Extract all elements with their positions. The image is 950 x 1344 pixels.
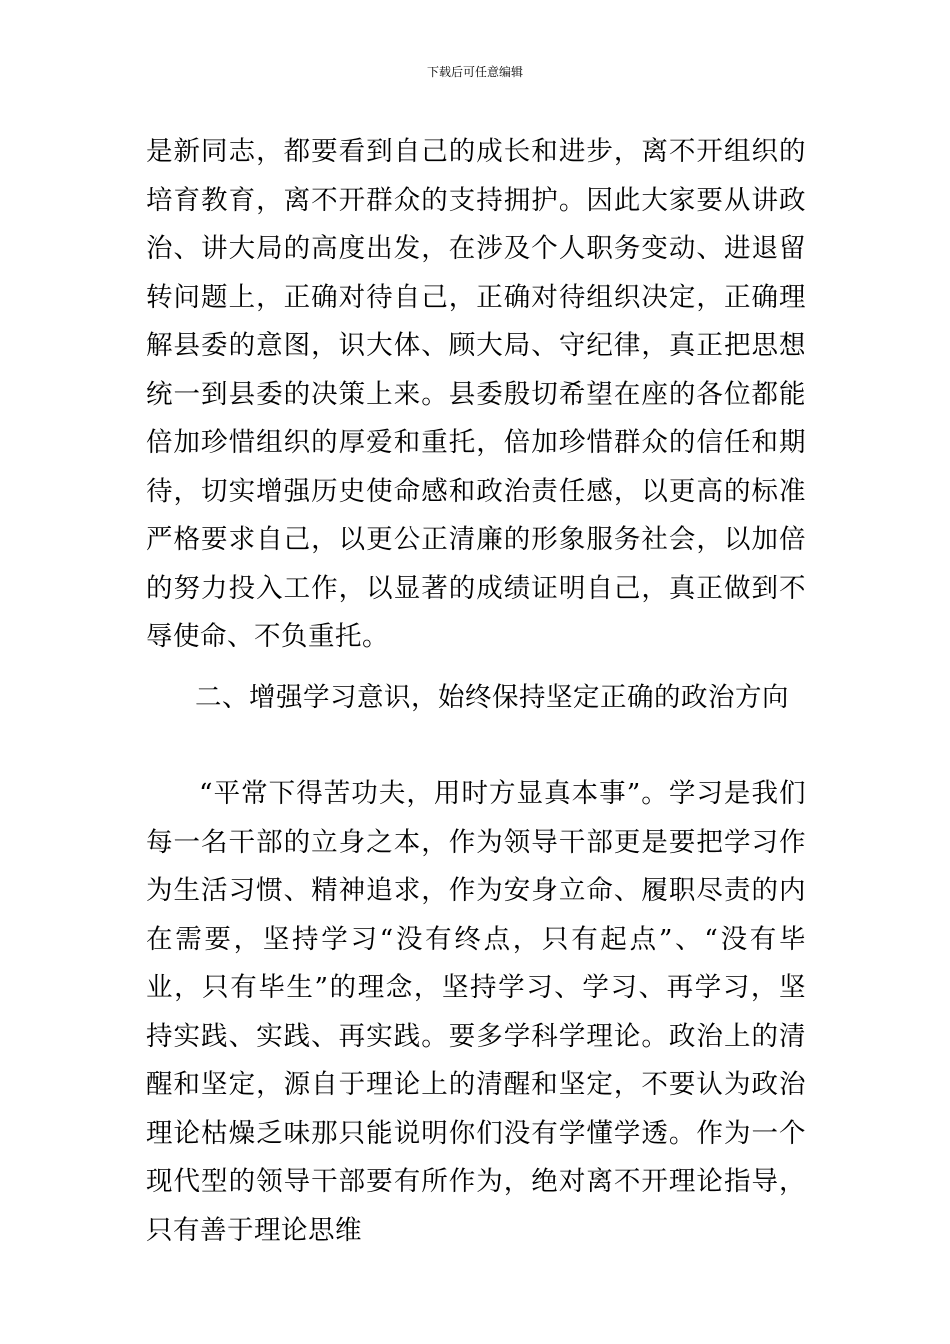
section-heading: 二、增强学习意识，始终保持坚定正确的政治方向 bbox=[195, 682, 789, 713]
page-header-note: 下载后可任意编辑 bbox=[426, 65, 523, 79]
body-paragraph-1: 是新同志，都要看到自己的成长和进步，离不开组织的培育教育，离不开群众的支持拥护。因此大家要从讲政治、讲大局的高度出发，在涉及个人职务变动、进退留转问题上，正确对待自己，正确对待组织决定，正确理解县委的意图，识大体、顾大局、守纪律，真正把思想统一到县委的决策上来。县委殷切希望在座的各位都能倍加珍惜组织的厚爱和重托，倍加珍惜群众的信任和期待，切实增强历史使命感和政治责任感，以更高的标准严格要求自己，以更公正清廉的形象服务社会，以加倍的努力投入工作，以显著的成绩证明自己，真正做到不辱使命、不负重托。 bbox=[146, 136, 806, 652]
body-paragraph-2: “平常下得苦功夫，用时方显真本事”。学习是我们每一名干部的立身之本，作为领导干部更是要把学习作为生活习惯、精神追求，作为安身立命、履职尽责的内在需要，坚持学习“没有终点，只有起点”、“没有毕业，只有毕生”的理念，坚持学习、学习、再学习，坚持实践、实践、再实践。要多学科学理论。政治上的清醒和坚定，源自于理论上的清醒和坚定，不要认为政治理论枯燥乏味那只能说明你们没有学懂学透。作为一个现代型的领导干部要有所作为，绝对离不开理论指导，只有善于理论思维 bbox=[146, 778, 806, 1246]
